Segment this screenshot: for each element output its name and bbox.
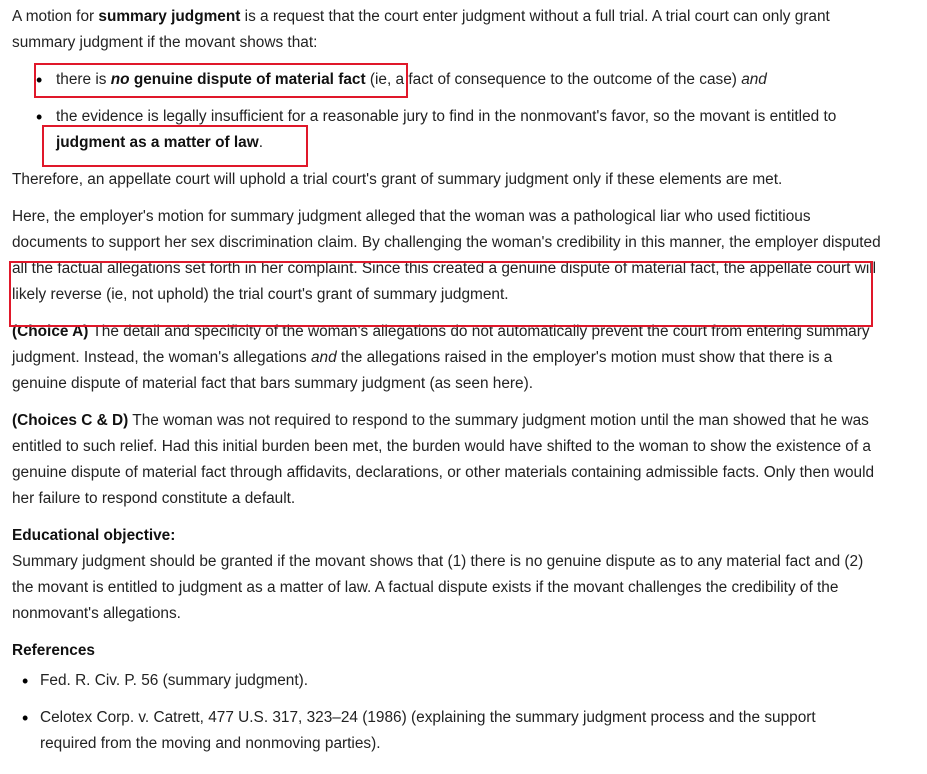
bullet-icon: •	[22, 671, 29, 691]
bullet-icon: •	[36, 70, 43, 90]
bullet-icon: •	[36, 107, 43, 127]
choice-a-label: (Choice A)	[12, 323, 89, 340]
objective-heading: Educational objective:	[12, 527, 176, 544]
choice-cd-paragraph	[12, 408, 884, 512]
here-paragraph: Here, the employer's motion for summary judgment alleged that the woman was a pathological liar who used fictitious documents to support her sex discrimination claim. By challenging the woman's credibility in this manner, the employer disputed all the factual allegations set forth in her complaint. Since this created a genuine dispute of material fact, the appellate court will likely reverse (ie, not uphold) the trial court's grant of summary judgment.	[12, 208, 881, 303]
references-list	[22, 668, 884, 757]
choice-cd-label: (Choices C & D)	[12, 412, 129, 429]
choice-a-italic: and	[310, 349, 337, 366]
reference-text: Celotex Corp. v. Catrett, 477 U.S. 317, 323–24 (1986) (explaining the summary judgment process and the support required from the moving and nonmoving parties).	[40, 709, 816, 752]
choice-a-text: The detail and specificity of the woman's allegations do not automatically prevent the court from entering summary judgment. Instead, the woman's allegations	[12, 323, 870, 366]
choice-cd-text: The woman was not required to respond to the summary judgment motion until the man showed that he was entitled to such relief. Had this initial burden been met, the burden would have shifted to the woman to show the existence of a genuine dispute of material fact through affidavits, declarations, or other materials containing admissible facts. Only then would her failure to respond constitute a default.	[12, 412, 875, 507]
references-heading: References	[12, 642, 95, 659]
explanation-document	[12, 4, 884, 768]
choice-a-text: the allegations raised in the employer's motion must show that there is a genuine dispute of material fact that bars summary judgment (as seen here).	[12, 349, 833, 392]
bullet-emphasis: no	[110, 71, 130, 88]
objective-paragraph: Summary judgment should be granted if the movant shows that (1) there is no genuine dispute as to any material fact and (2) the movant is entitled to judgment as a matter of law. A factual dispute exists if the movant challenges the credibility of the nonmovant's allegations.	[12, 553, 864, 622]
bullet-text: (ie, a fact of consequence to the outcome of the case)	[365, 71, 742, 88]
intro-text-b: is a request that the court enter judgment without a full trial. A trial court can only grant summary judgment if the movant shows that:	[12, 8, 830, 51]
reference-text: Fed. R. Civ. P. 56 (summary judgment).	[40, 672, 308, 689]
bullet-icon: •	[22, 708, 29, 728]
therefore-paragraph: Therefore, an appellate court will uphold a trial court's grant of summary judgment only if these elements are met.	[12, 171, 783, 188]
intro-text-a: A motion for	[12, 8, 99, 25]
list-item	[22, 668, 876, 694]
choice-a-paragraph	[12, 319, 884, 397]
intro-paragraph	[12, 4, 884, 56]
intro-bold-term: summary judgment	[98, 8, 241, 25]
bullet-text: the evidence is legally insufficient for a reasonable jury to find in the nonmovant's favor, so the movant is entitled to	[56, 108, 837, 125]
bullet-bold-term: judgment as a matter of law	[56, 134, 259, 151]
bullet-text: .	[258, 134, 263, 151]
bullet-bold-term: genuine dispute of material fact	[129, 71, 366, 88]
list-item	[36, 67, 886, 93]
bullet-italic: and	[741, 71, 767, 88]
list-item	[36, 104, 886, 156]
elements-list	[36, 67, 884, 156]
list-item	[22, 705, 876, 757]
bullet-text: there is	[56, 71, 111, 88]
